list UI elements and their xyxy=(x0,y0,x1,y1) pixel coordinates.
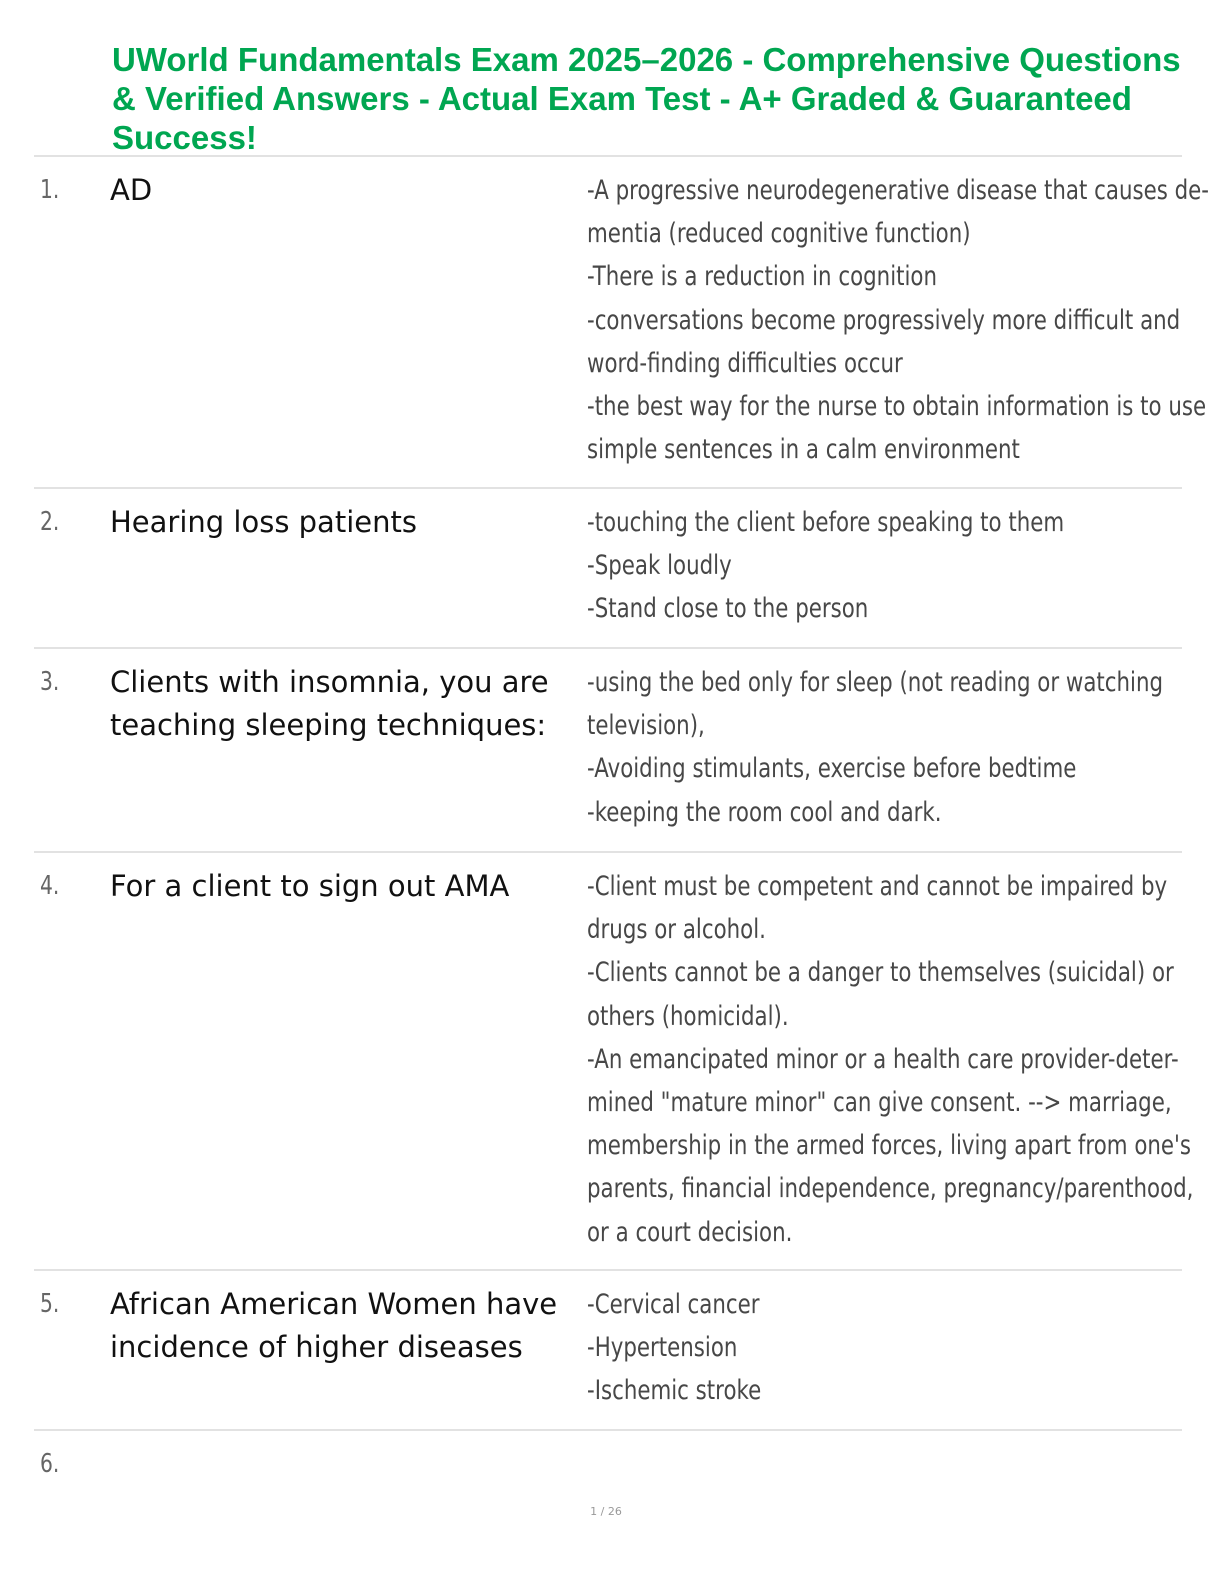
card-definition xyxy=(587,169,1209,471)
page-indicator: 1 / 26 xyxy=(590,1505,622,1518)
definition-line: mined "mature minor" can give consent. --> marriage, xyxy=(587,1087,1172,1119)
definition-line: mentia (reduced cognitive function) xyxy=(587,218,971,250)
definition-line: parents, financial independence, pregnancy/parenthood, xyxy=(587,1173,1194,1205)
definition-line: -keeping the room cool and dark. xyxy=(587,796,942,828)
definition-line: simple sentences in a calm environment xyxy=(587,434,1020,466)
card-number: 1. xyxy=(40,175,60,205)
definition-line: -Ischemic stroke xyxy=(587,1375,762,1407)
card-term: AD xyxy=(110,173,153,207)
card-term: African American Women have incidence of higher diseases xyxy=(110,1287,558,1364)
definition-line: -touching the client before speaking to them xyxy=(587,507,1065,538)
definition-line: -the best way for the nurse to obtain information is to use xyxy=(587,391,1207,423)
card-number: 4. xyxy=(40,871,60,901)
definition-line: drugs or alcohol. xyxy=(587,914,766,946)
definition-line: or a court decision. xyxy=(587,1216,793,1248)
definition-line: -using the bed only for sleep (not reading or watching xyxy=(587,667,1164,698)
definition-line: -conversations become progressively more difficult and xyxy=(587,304,1181,336)
flashcard-row xyxy=(34,647,1182,852)
flashcard-row xyxy=(34,155,1209,488)
card-term: Clients with insomnia, you are teaching sleeping techniques: xyxy=(110,665,549,742)
document-title: UWorld Fundamentals Exam 2025–2026 - Comprehensive Questions & Verified Answers - Actual Exam Test - A+ Graded & Guaranteed Success! xyxy=(112,41,1181,156)
definition-line: -Hypertension xyxy=(587,1332,738,1364)
card-definition xyxy=(587,865,1194,1254)
definition-line: others (homicidal). xyxy=(587,1000,789,1032)
flashcard-row xyxy=(34,1269,1182,1430)
definition-line: -There is a reduction in cognition xyxy=(587,261,937,293)
definition-line: membership in the armed forces, living apart from one's xyxy=(587,1130,1191,1162)
definition-line: -A progressive neurodegenerative disease that causes de- xyxy=(587,175,1209,206)
definition-line: -Client must be competent and cannot be impaired by xyxy=(587,871,1168,902)
card-definition xyxy=(587,661,1177,834)
definition-line: word-finding difficulties occur xyxy=(587,347,903,379)
definition-line: -Clients cannot be a danger to themselves (suicidal) or xyxy=(587,957,1174,989)
card-term: Hearing loss patients xyxy=(110,505,417,539)
flashcard-row xyxy=(34,851,1194,1270)
card-definition xyxy=(587,501,1177,631)
definition-line: -An emancipated minor or a health care provider-deter- xyxy=(587,1043,1179,1075)
card-term: For a client to sign out AMA xyxy=(110,869,510,903)
definition-line: -Speak loudly xyxy=(587,550,732,582)
card-number: 5. xyxy=(40,1289,60,1319)
card-number: 2. xyxy=(40,507,60,537)
definition-line: television), xyxy=(587,710,705,742)
flashcard-row xyxy=(34,1429,1182,1491)
definition-line: -Avoiding stimulants, exercise before bedtime xyxy=(587,753,1077,785)
card-number: 3. xyxy=(40,667,60,697)
card-definition xyxy=(587,1283,1177,1413)
card-number: 6. xyxy=(40,1449,60,1479)
definition-line: -Cervical cancer xyxy=(587,1289,760,1320)
definition-line: -Stand close to the person xyxy=(587,593,869,625)
flashcard-row xyxy=(34,487,1182,648)
